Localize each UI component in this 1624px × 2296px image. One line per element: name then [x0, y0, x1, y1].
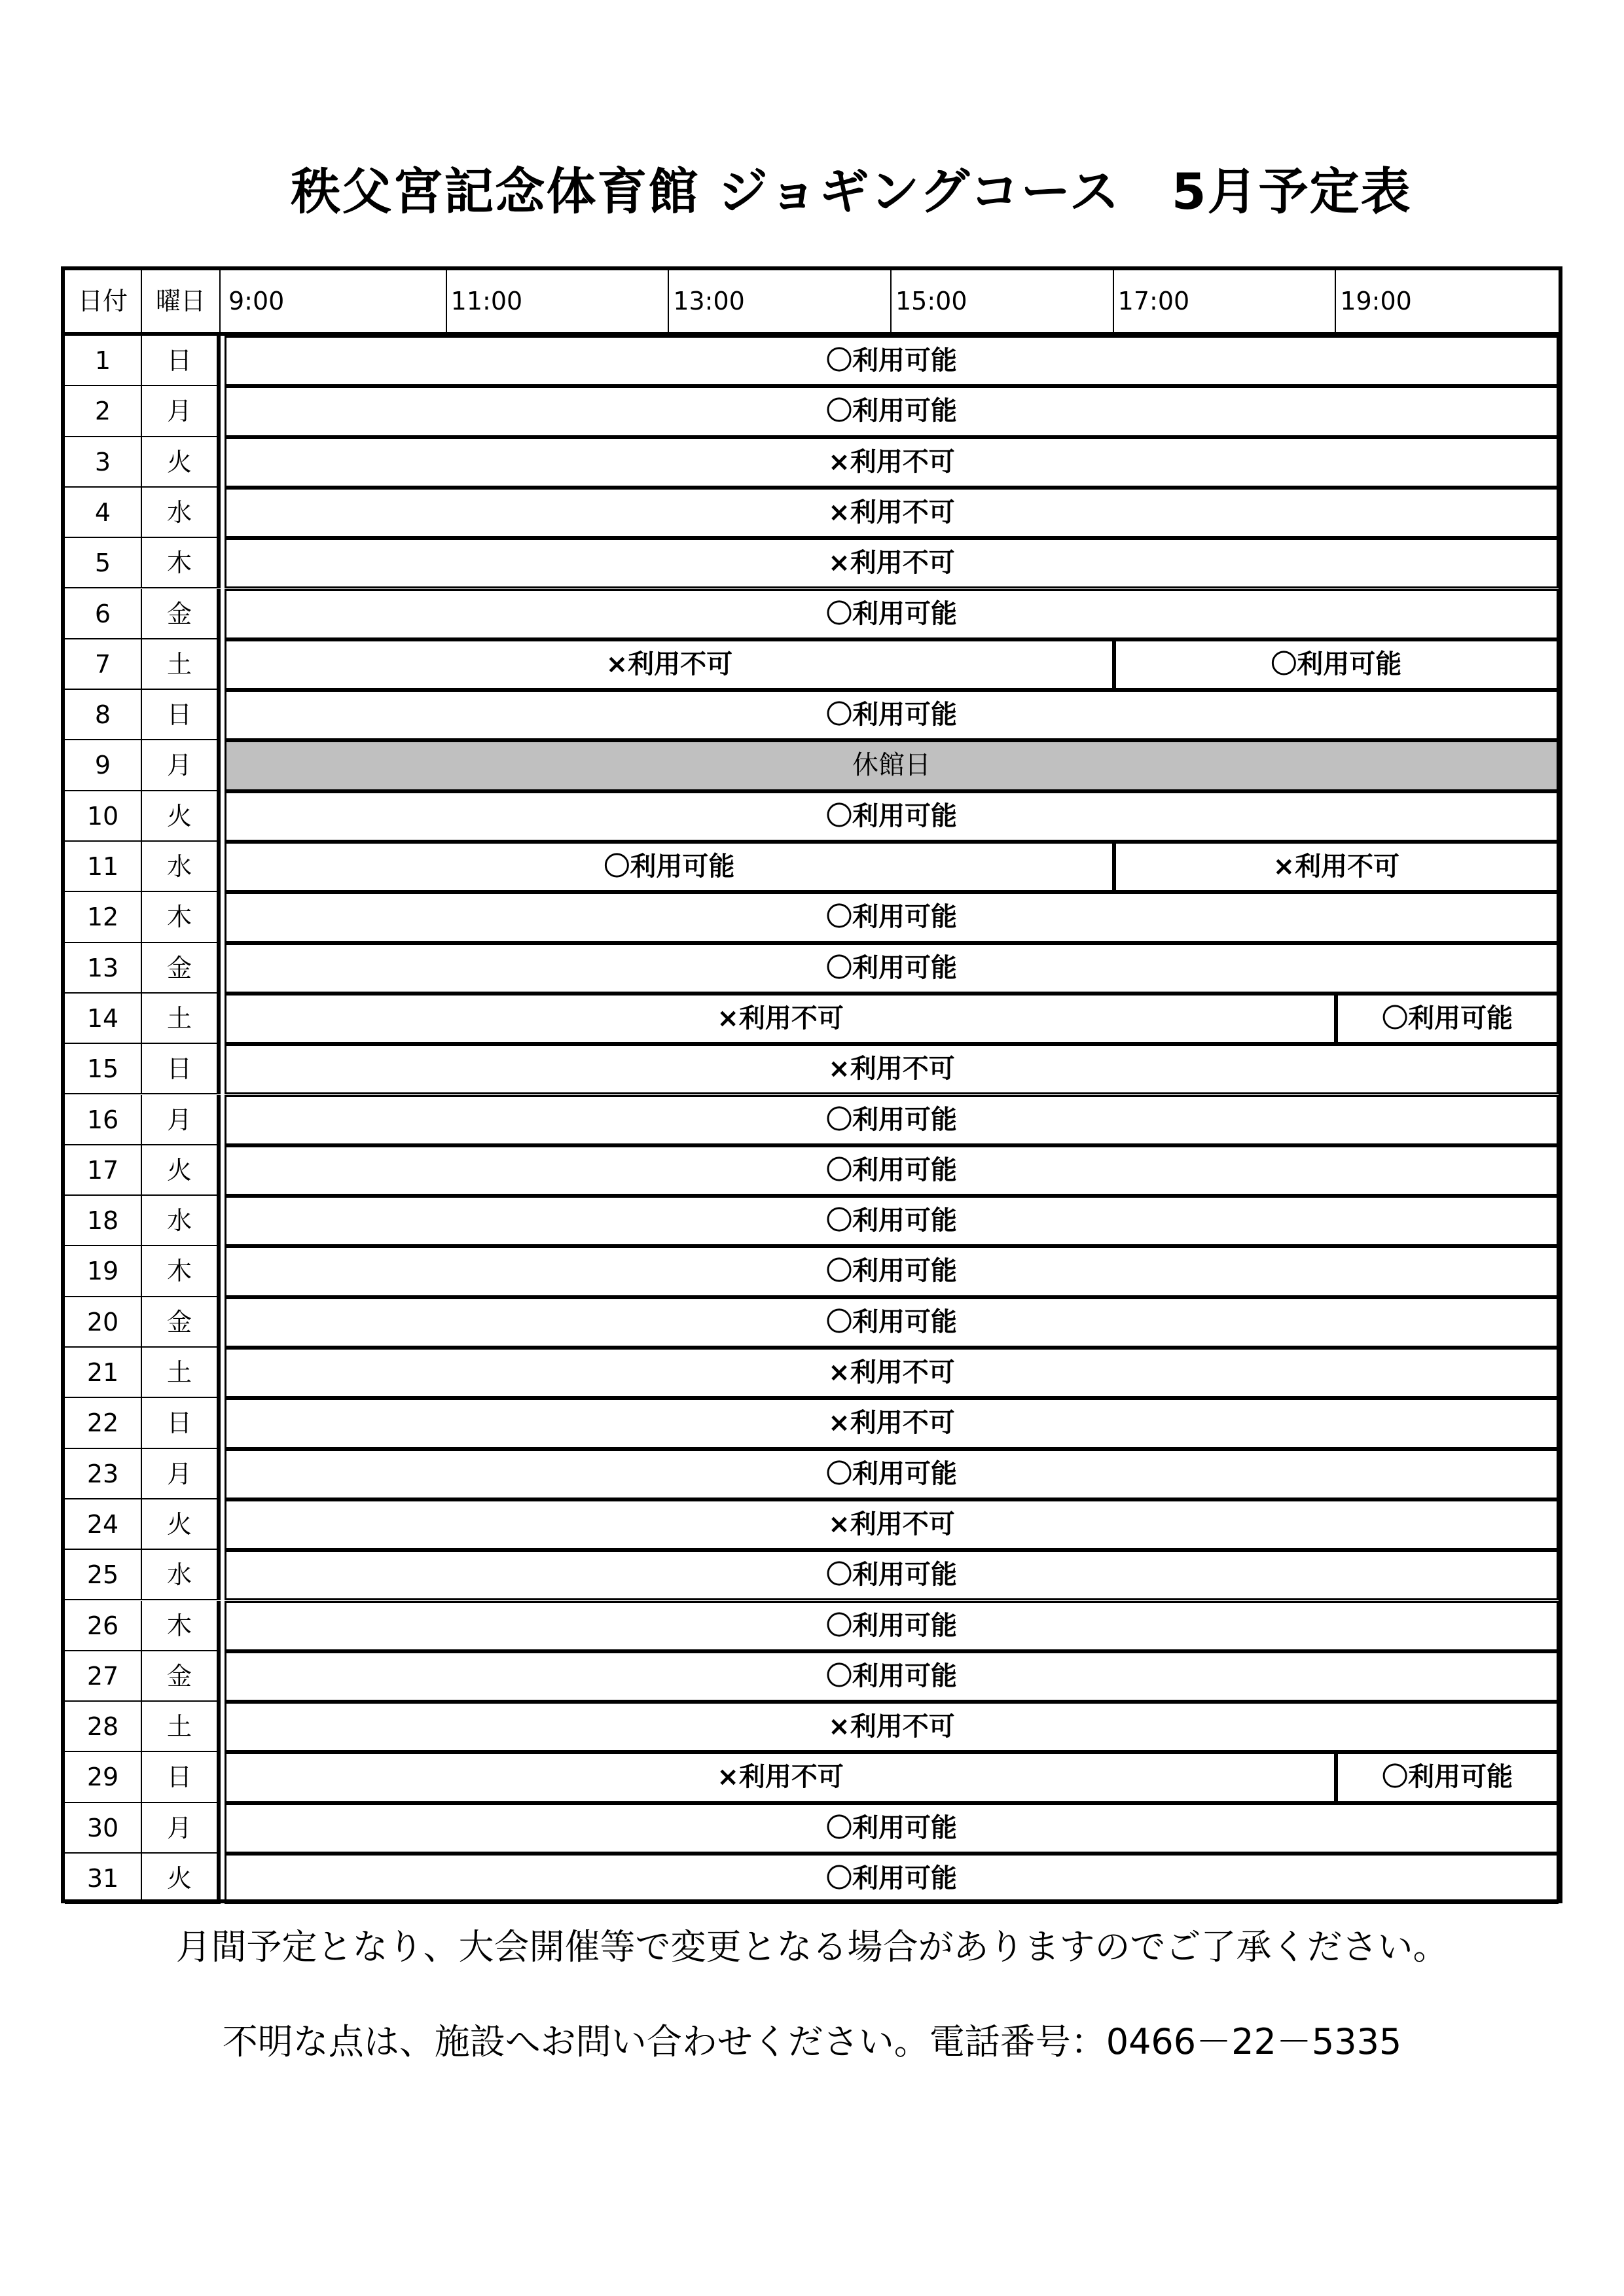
day-of-week: 土: [142, 994, 221, 1044]
day-row: [65, 437, 1559, 488]
slot-available: 〇利用可能: [225, 791, 1559, 842]
slot-unavailable: ×利用不可: [1114, 842, 1559, 892]
header-time: 9:00: [225, 270, 447, 332]
slot-available: 〇利用可能: [225, 892, 1559, 942]
day-of-week: 月: [142, 386, 221, 437]
day-of-week: 土: [142, 1348, 221, 1398]
day-date: 8: [65, 690, 142, 740]
slot-available: 〇利用可能: [225, 386, 1559, 437]
day-of-week: 土: [142, 639, 221, 690]
day-date: 25: [65, 1550, 142, 1600]
day-of-week: 金: [142, 943, 221, 994]
day-row: [65, 1398, 1559, 1448]
day-row: [65, 1145, 1559, 1196]
day-row: [65, 589, 1559, 639]
day-of-week: 火: [142, 1145, 221, 1196]
slot-available: 〇利用可能: [225, 1095, 1559, 1145]
header-date: 日付: [65, 270, 142, 332]
slot-available: 〇利用可能: [225, 1601, 1559, 1651]
day-row: [65, 336, 1559, 386]
day-of-week: 日: [142, 336, 221, 386]
day-date: 20: [65, 1297, 142, 1348]
day-of-week: 月: [142, 1803, 221, 1854]
slot-available: 〇利用可能: [225, 943, 1559, 994]
slot-available: 〇利用可能: [1336, 1752, 1559, 1803]
day-of-week: 金: [142, 1297, 221, 1348]
slot-available: 〇利用可能: [225, 1246, 1559, 1297]
day-row: [65, 639, 1559, 690]
day-date: 6: [65, 589, 142, 639]
day-of-week: 金: [142, 589, 221, 639]
day-of-week: 水: [142, 842, 221, 892]
day-row: [65, 1348, 1559, 1398]
day-date: 17: [65, 1145, 142, 1196]
day-row: [65, 1601, 1559, 1651]
day-date: 21: [65, 1348, 142, 1398]
header-time: 13:00: [669, 270, 892, 332]
slot-available: 〇利用可能: [225, 690, 1559, 740]
slot-unavailable: ×利用不可: [225, 488, 1559, 538]
day-of-week: 火: [142, 1854, 221, 1904]
day-of-week: 月: [142, 1449, 221, 1499]
day-date: 12: [65, 892, 142, 942]
day-date: 28: [65, 1702, 142, 1752]
day-date: 3: [65, 437, 142, 488]
day-row: [65, 1246, 1559, 1297]
slot-unavailable: ×利用不可: [225, 994, 1336, 1044]
day-of-week: 火: [142, 791, 221, 842]
slot-available: 〇利用可能: [225, 1651, 1559, 1702]
day-row: [65, 1044, 1559, 1094]
day-of-week: 水: [142, 488, 221, 538]
day-date: 31: [65, 1854, 142, 1904]
day-row: [65, 1196, 1559, 1246]
day-row: [65, 488, 1559, 538]
day-of-week: 月: [142, 740, 221, 791]
day-of-week: 月: [142, 1095, 221, 1145]
day-of-week: 木: [142, 538, 221, 588]
slot-unavailable: ×利用不可: [225, 437, 1559, 488]
header-time: 17:00: [1114, 270, 1337, 332]
day-row: [65, 994, 1559, 1044]
slot-unavailable: ×利用不可: [225, 1044, 1559, 1094]
day-date: 10: [65, 791, 142, 842]
slot-unavailable: ×利用不可: [225, 1499, 1559, 1550]
day-of-week: 土: [142, 1702, 221, 1752]
day-date: 14: [65, 994, 142, 1044]
day-date: 30: [65, 1803, 142, 1854]
day-of-week: 木: [142, 1601, 221, 1651]
slot-available: 〇利用可能: [225, 842, 1114, 892]
day-row: [65, 1752, 1559, 1803]
day-date: 5: [65, 538, 142, 588]
day-date: 23: [65, 1449, 142, 1499]
day-date: 15: [65, 1044, 142, 1094]
note-contact: 不明な点は、施設へお問い合わせください。電話番号：0466－22－5335: [222, 2021, 1402, 2062]
day-of-week: 水: [142, 1550, 221, 1600]
day-row: [65, 1297, 1559, 1348]
day-date: 16: [65, 1095, 142, 1145]
day-of-week: 日: [142, 690, 221, 740]
slot-available: 〇利用可能: [225, 1297, 1559, 1348]
slot-unavailable: ×利用不可: [225, 1752, 1336, 1803]
header-time: 11:00: [447, 270, 670, 332]
day-date: 22: [65, 1398, 142, 1448]
header-dow: 曜日: [142, 270, 221, 332]
slot-unavailable: ×利用不可: [225, 1398, 1559, 1448]
day-row: [65, 1499, 1559, 1550]
slot-available: 〇利用可能: [225, 1449, 1559, 1499]
day-date: 27: [65, 1651, 142, 1702]
schedule-table: [61, 266, 1562, 1903]
day-row: [65, 690, 1559, 740]
day-row: [65, 538, 1559, 588]
day-of-week: 金: [142, 1651, 221, 1702]
slot-unavailable: ×利用不可: [225, 538, 1559, 588]
day-of-week: 日: [142, 1752, 221, 1803]
slot-available: 〇利用可能: [225, 336, 1559, 386]
day-date: 13: [65, 943, 142, 994]
slot-unavailable: ×利用不可: [225, 639, 1114, 690]
slot-available: 〇利用可能: [225, 1196, 1559, 1246]
day-date: 2: [65, 386, 142, 437]
day-row: [65, 1702, 1559, 1752]
day-row: [65, 842, 1559, 892]
slot-available: 〇利用可能: [1336, 994, 1559, 1044]
day-row: [65, 892, 1559, 942]
day-date: 1: [65, 336, 142, 386]
slot-available: 〇利用可能: [1114, 639, 1559, 690]
day-date: 26: [65, 1601, 142, 1651]
day-of-week: 木: [142, 1246, 221, 1297]
day-of-week: 水: [142, 1196, 221, 1246]
day-date: 18: [65, 1196, 142, 1246]
note-schedule-change: 月間予定となり、大会開催等で変更となる場合がありますのでご了承ください。: [175, 1926, 1449, 1967]
day-date: 29: [65, 1752, 142, 1803]
slot-available: 〇利用可能: [225, 1803, 1559, 1854]
page-title: 秩父宮記念体育館 ジョギングコース 5月予定表: [291, 162, 1412, 221]
day-row: [65, 1854, 1559, 1904]
day-of-week: 木: [142, 892, 221, 942]
day-row: [65, 386, 1559, 437]
day-row: [65, 1651, 1559, 1702]
day-date: 19: [65, 1246, 142, 1297]
day-date: 9: [65, 740, 142, 791]
day-row: [65, 1550, 1559, 1600]
day-row: [65, 1095, 1559, 1145]
day-of-week: 火: [142, 437, 221, 488]
slot-available: 〇利用可能: [225, 1550, 1559, 1600]
day-row: [65, 943, 1559, 994]
slot-available: 〇利用可能: [225, 589, 1559, 639]
day-row: [65, 791, 1559, 842]
day-of-week: 日: [142, 1044, 221, 1094]
slot-closed: 休館日: [225, 740, 1559, 791]
slot-available: 〇利用可能: [225, 1854, 1559, 1904]
day-date: 24: [65, 1499, 142, 1550]
day-row: [65, 1803, 1559, 1854]
slot-available: 〇利用可能: [225, 1145, 1559, 1196]
day-row: [65, 740, 1559, 791]
day-date: 4: [65, 488, 142, 538]
day-of-week: 火: [142, 1499, 221, 1550]
header-time: 15:00: [892, 270, 1114, 332]
header-time: 19:00: [1340, 287, 1412, 315]
day-of-week: 日: [142, 1398, 221, 1448]
slot-unavailable: ×利用不可: [225, 1702, 1559, 1752]
day-date: 7: [65, 639, 142, 690]
slot-unavailable: ×利用不可: [225, 1348, 1559, 1398]
day-row: [65, 1449, 1559, 1499]
day-date: 11: [65, 842, 142, 892]
